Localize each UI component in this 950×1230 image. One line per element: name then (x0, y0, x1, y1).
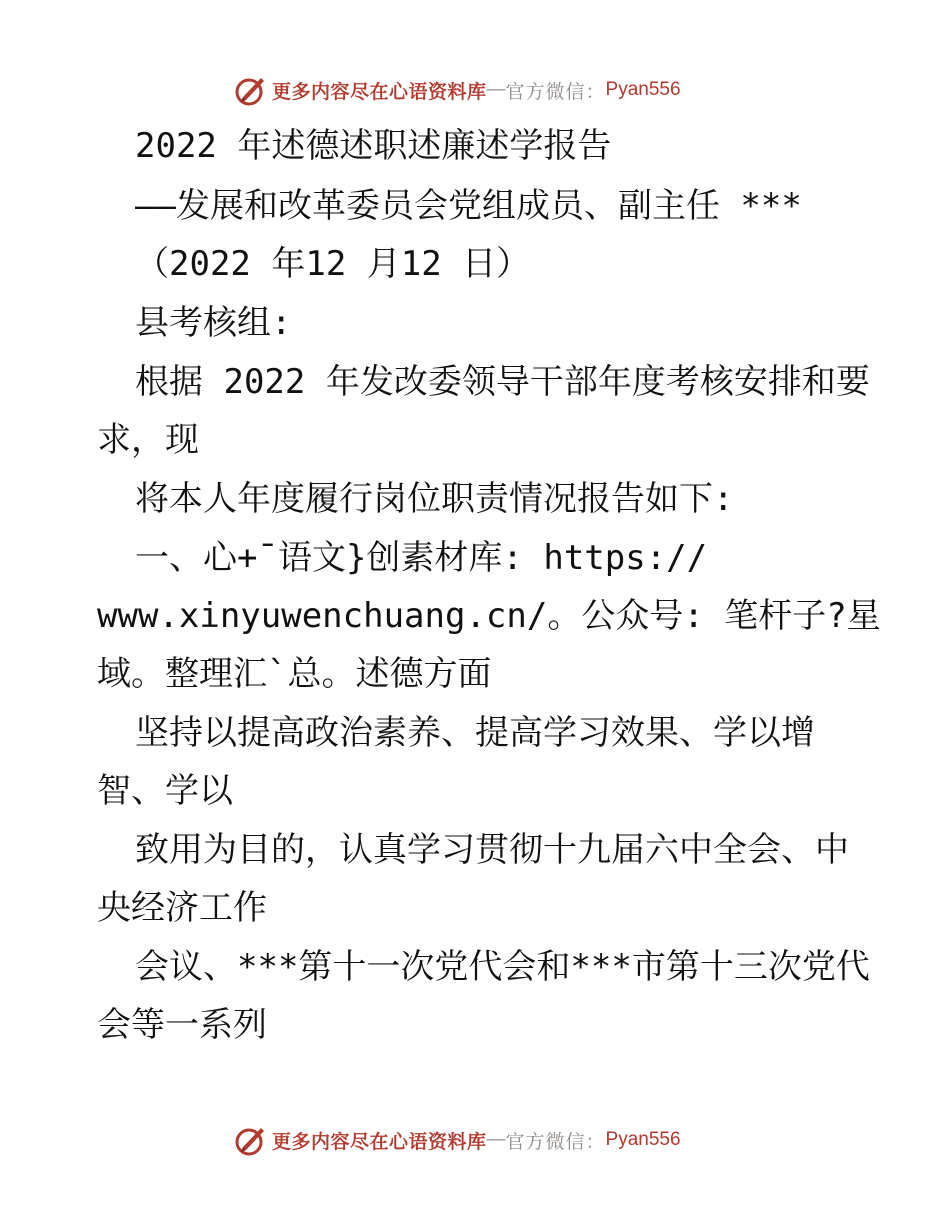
watermark-wechat-label: 官方微信： (505, 80, 606, 103)
watermark-main-text: 更多内容尽在心语资料库 (272, 80, 487, 103)
watermark-separator: — (486, 1129, 506, 1150)
watermark-wechat-id: Pyan556 (605, 1129, 681, 1150)
paragraph-line: 会等一系列 (97, 1005, 267, 1045)
paragraph-line: 坚持以提高政治素养、提高学习效果、学以增 (135, 713, 815, 753)
document-title: 2022 年述德述职述廉述学报告 (135, 126, 612, 166)
watermark-main-text: 更多内容尽在心语资料库 (272, 1130, 487, 1153)
document-date: （2022 年12 月12 日） (135, 244, 531, 284)
paragraph-line: www.xinyuwenchuang.cn/。公众号: 笔杆子?星 (97, 596, 881, 636)
paragraph-line: 求，现 (97, 420, 199, 460)
quill-pen-logo-icon (234, 1123, 268, 1157)
salutation: 县考核组: (135, 303, 292, 343)
paragraph-line: 域。整理汇`总。述德方面 (97, 654, 492, 694)
paragraph-line: 根据 2022 年发改委领导干部年度考核安排和要 (135, 362, 870, 402)
paragraph-line: 智、学以 (97, 771, 233, 811)
paragraph-line: 会议、***第十一次党代会和***市第十三次党代 (135, 947, 870, 987)
watermark-separator: — (486, 79, 506, 100)
section-heading: 一、心+¯语文}创素材库: https:// (135, 538, 708, 578)
footer-watermark (234, 1122, 681, 1158)
watermark-wechat-label: 官方微信： (505, 1130, 606, 1153)
paragraph-line: 将本人年度履行岗位职责情况报告如下: (135, 479, 734, 519)
paragraph-line: 致用为目的，认真学习贯彻十九届六中全会、中 (135, 830, 849, 870)
paragraph-line: 央经济工作 (97, 888, 267, 928)
document-subtitle: ——发展和改革委员会党组成员、副主任 *** (135, 186, 802, 226)
watermark-wechat-id: Pyan556 (605, 79, 681, 100)
